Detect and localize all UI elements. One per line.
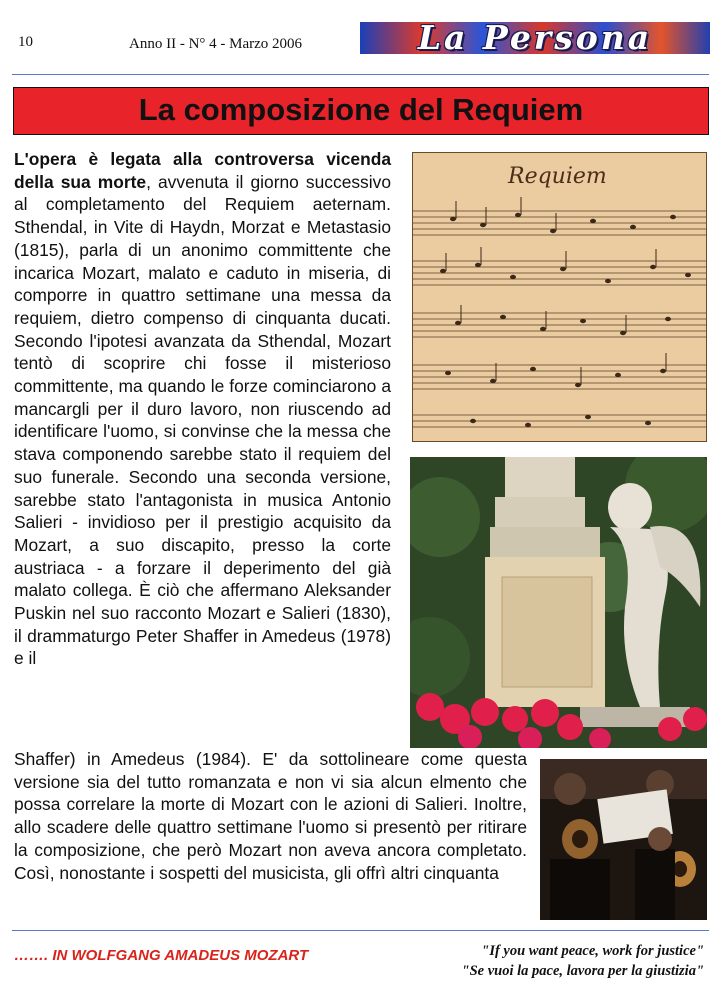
series-label: ……. IN WOLFGANG AMADEUS MOZART	[14, 947, 309, 964]
lead-bold: L'opera è legata alla controversa vicenda della sua morte	[14, 149, 391, 192]
article-title: La composizione del Requiem	[138, 92, 584, 127]
page-number: 10	[18, 34, 33, 50]
orchestra-horn-players-image	[540, 759, 707, 920]
article-continued-text: Shaffer) in Amedeus (1984). E' da sottolineare come questa versione sia del tutto romanzata e non vi sia alcun elmento che possa correlare la morte di Mozart con le azioni di Salieri. Inoltre, allo scadere delle quattro settimane l'uomo si presentò per ritirare la composizione, che però Mozart non aveva ancora completato. Così, nonostante i sospetti del musicista, gli offrì altri cinquanta	[14, 749, 527, 883]
manuscript-drawing	[413, 153, 707, 442]
mozart-memorial-angel-image	[410, 457, 707, 748]
masthead-title: La Persona	[417, 22, 653, 54]
issue-label: Anno II - N° 4 - Marzo 2006	[129, 36, 303, 52]
header-rule	[12, 74, 709, 75]
orchestra-drawing	[540, 759, 707, 920]
quote-italian: "Se vuoi la pace, lavora per la giustizia"	[461, 963, 704, 979]
requiem-manuscript-image	[412, 152, 707, 442]
memorial-drawing	[410, 457, 707, 748]
masthead-logo	[360, 22, 710, 54]
title-banner	[13, 87, 709, 135]
footer-rule	[12, 930, 709, 931]
quote-english: "If you want peace, work for justice"	[481, 943, 704, 959]
manuscript-heading: Requiem	[508, 164, 607, 189]
column-body: , avvenuta il giorno successivo al completamento del Requiem aeternam. Sthendal, in Vite di Haydn, Morzat e Metastasio (1815), parla di un anonimo committente che incarica Mozart, malato e caduto in miseria, di comporre in quattro settimane una messa da requiem, dietro compenso di cinquanta ducati. Secondo l'ipotesi avanzata da Sthendal, Mozart tentò di scoprire chi fosse il misterioso committente, ma quando le forze cominciarono a mancargli per il duro lavoro, non riuscendo ad identificare l'uomo, si convinse che la messa che stava componendo sarebbe stato il requiem del suo funerale. Secondo una seconda versione, sarebbe stato l'antagonista in musica Antonio Salieri - invidioso per il prestigio acquisito da Mozart, a suo discapito, presso la corte austriaca - a forzare il deperimento del già malato collega. È ciò che affermano Aleksander Puskin nel suo racconto Mozart e Salieri (1830), il drammaturgo Peter Shaffer in Amedeus (1978) e il	[14, 171, 391, 669]
article-column-text	[14, 148, 391, 670]
